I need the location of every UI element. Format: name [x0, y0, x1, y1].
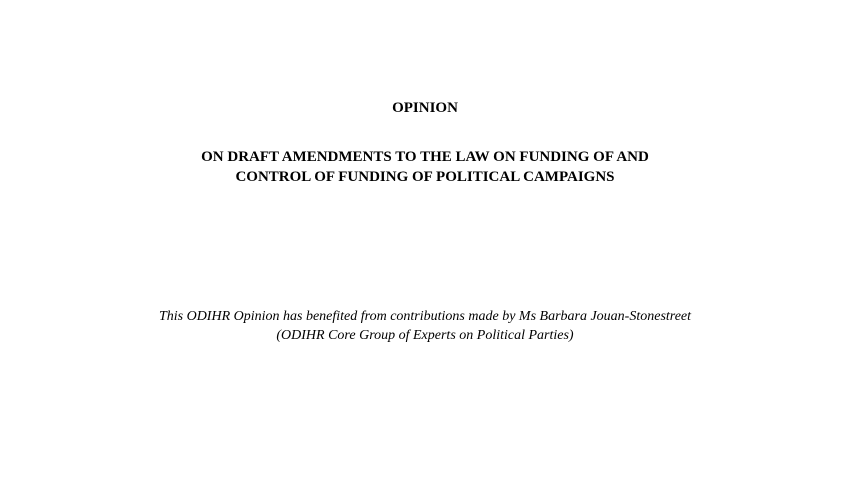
document-title	[0, 147, 850, 187]
document-label: OPINION	[392, 100, 458, 116]
title-line-2: CONTROL OF FUNDING OF POLITICAL CAMPAIGNS	[235, 169, 615, 185]
title-line-1: ON DRAFT AMENDMENTS TO THE LAW ON FUNDING OF AND	[201, 149, 649, 165]
contributors-note	[0, 307, 850, 345]
credit-line-2: (ODIHR Core Group of Experts on Political Parties)	[276, 328, 574, 343]
credit-line-1: This ODIHR Opinion has benefited from contributions made by Ms Barbara Jouan-Stonestreet	[158, 309, 692, 324]
